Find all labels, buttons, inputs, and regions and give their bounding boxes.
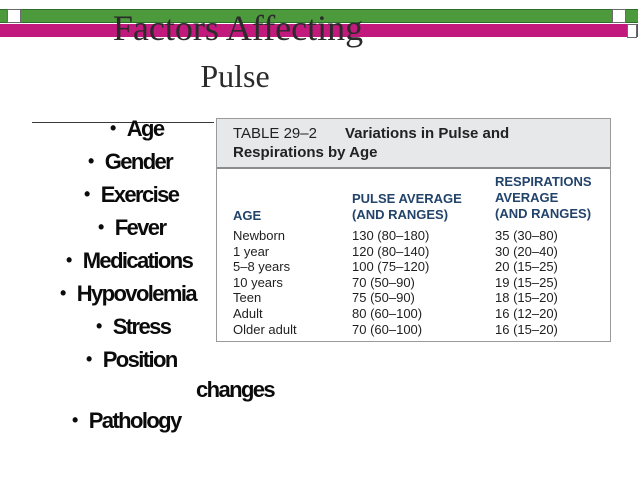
table-cell: Teen xyxy=(233,290,262,306)
bullet-text: Stress xyxy=(112,314,171,339)
column-header-line: AGE xyxy=(233,208,262,223)
bullet-item xyxy=(0,405,222,438)
bullet-text: Medications xyxy=(82,248,193,273)
bullet-item xyxy=(0,344,275,405)
table-cell: Older adult xyxy=(233,321,297,337)
bullet-text: Pathology xyxy=(88,408,181,433)
bullet-item xyxy=(0,179,222,212)
table-cell: 1 year xyxy=(233,243,270,259)
column-header-line: AVERAGE xyxy=(495,190,559,205)
table-cell: 75 (50–90) xyxy=(352,290,415,306)
table-cell: 19 (15–25) xyxy=(495,274,558,290)
column-header-pulse xyxy=(352,191,462,223)
bullet-text-continued: changes xyxy=(196,377,275,402)
table-cell: 18 (15–20) xyxy=(495,290,558,306)
column-pulse-values xyxy=(352,228,429,337)
bullet-text: Age xyxy=(126,116,164,141)
bullet-dot-icon: • xyxy=(110,118,115,138)
table-title-line-1: Variations in Pulse and xyxy=(345,125,510,142)
table-cell: 70 (60–100) xyxy=(352,321,423,337)
table-number: TABLE 29–2 xyxy=(233,125,317,142)
bullet-item xyxy=(0,278,222,311)
slide-title-line-2: Pulse xyxy=(200,58,270,94)
column-header-line: PULSE AVERAGE xyxy=(352,191,462,206)
table-cell: 120 (80–140) xyxy=(352,243,430,259)
decorative-square xyxy=(7,9,21,23)
bullet-text: Hypovolemia xyxy=(76,281,197,306)
slide-title-line-1: Factors Affecting xyxy=(112,8,364,48)
bullet-text: Position xyxy=(102,347,177,372)
table-cell: 30 (20–40) xyxy=(495,243,558,259)
bullet-dot-icon: • xyxy=(60,283,65,303)
table-cell: 80 (60–100) xyxy=(352,305,423,321)
bullet-text: Fever xyxy=(114,215,166,240)
column-header-line: RESPIRATIONS xyxy=(495,174,592,189)
table-title-line-2: Respirations by Age xyxy=(233,144,378,161)
table-cell: 100 (75–120) xyxy=(352,259,430,275)
bullet-item xyxy=(0,212,222,245)
bullet-dot-icon: • xyxy=(88,151,93,171)
table-cell: 5–8 years xyxy=(233,259,291,275)
bullet-dot-icon: • xyxy=(86,349,91,369)
column-header-line: (AND RANGES) xyxy=(352,207,449,222)
pulse-respiration-table xyxy=(216,118,611,342)
bullet-item xyxy=(0,311,222,344)
bullet-item xyxy=(0,113,222,146)
column-header-line: (AND RANGES) xyxy=(495,206,592,221)
bullet-dot-icon: • xyxy=(66,250,71,270)
bullet-text: Gender xyxy=(104,149,173,174)
table-cell: 20 (15–25) xyxy=(495,259,558,275)
column-header-respirations xyxy=(495,174,592,222)
decorative-square xyxy=(612,9,626,23)
table-cell: 16 (15–20) xyxy=(495,321,558,337)
table-cell: Newborn xyxy=(233,228,286,243)
bullet-dot-icon: • xyxy=(72,410,77,430)
table-header-bar xyxy=(217,119,610,169)
column-respiration-values xyxy=(495,228,558,337)
bullet-dot-icon: • xyxy=(98,217,103,237)
table-cell: Adult xyxy=(233,305,263,321)
table-cell: 10 years xyxy=(233,274,283,290)
column-age-values xyxy=(233,228,297,337)
bullet-dot-icon: • xyxy=(96,316,101,336)
table-cell: 35 (30–80) xyxy=(495,228,558,243)
bullet-item xyxy=(0,146,222,179)
column-header-age xyxy=(233,208,261,224)
bullet-text: Exercise xyxy=(100,182,179,207)
table-cell: 16 (12–20) xyxy=(495,305,558,321)
bullet-item xyxy=(0,245,222,278)
table-cell: 70 (50–90) xyxy=(352,274,415,290)
decorative-square xyxy=(627,24,637,38)
table-cell: 130 (80–180) xyxy=(352,228,430,243)
bullet-dot-icon: • xyxy=(84,184,89,204)
